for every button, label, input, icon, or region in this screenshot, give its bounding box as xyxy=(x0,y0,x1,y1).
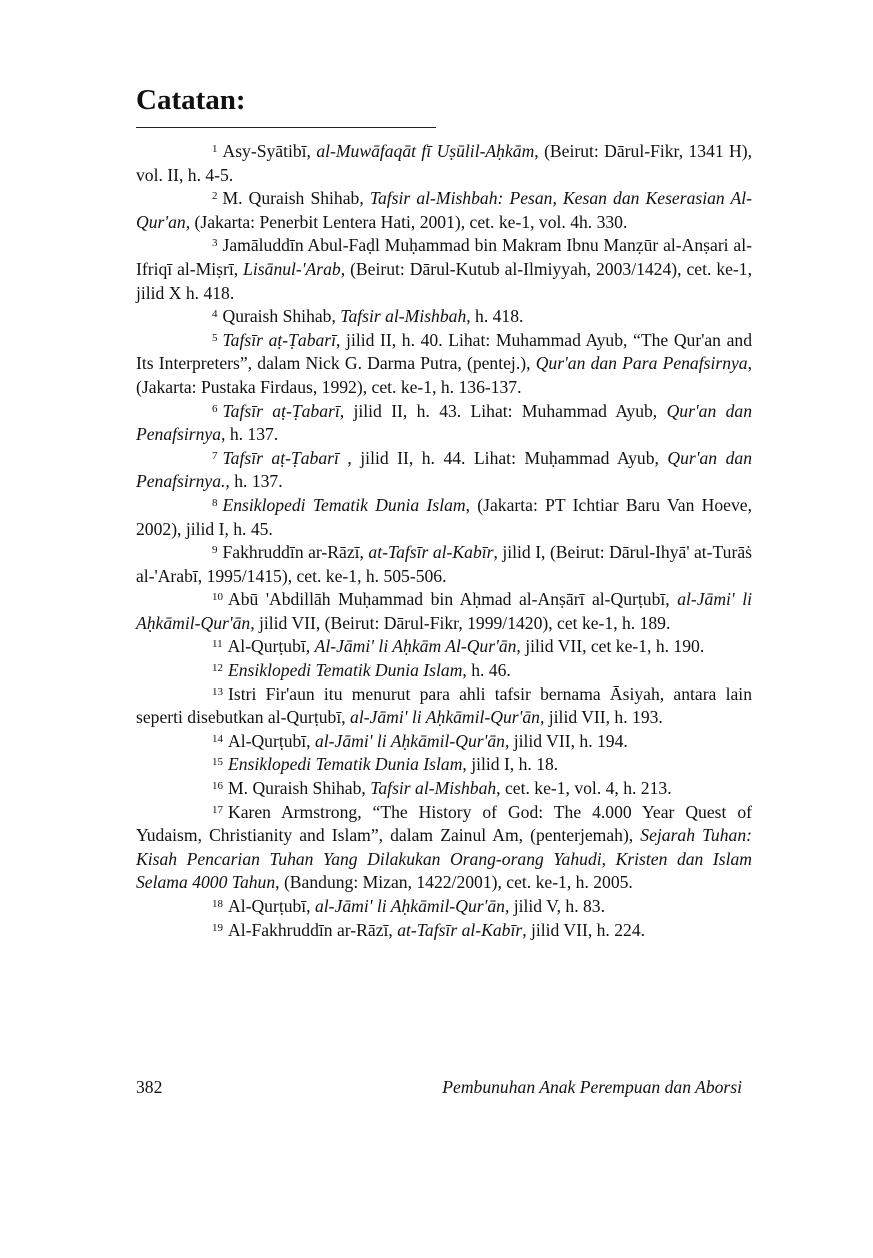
footnote-text: jilid VII, cet ke-1, h. 190. xyxy=(520,636,705,657)
footnote-text: Quraish Shihab, xyxy=(222,306,341,327)
footnote-19 xyxy=(136,919,752,943)
footnote-2 xyxy=(136,187,752,234)
footnote-title: Sejarah Tuhan: Kisah Pencarian Tuhan Yang Dilakukan Orang-orang Yahudi, Kristen dan Islam Selama 4000 Tahun, xyxy=(136,825,752,893)
footnote-number: 15 xyxy=(212,756,223,769)
footnote-10 xyxy=(136,588,752,635)
footnote-text: , jilid II, h. 44. Lihat: Muḥammad Ayub, xyxy=(338,447,668,468)
footnote-11 xyxy=(136,635,752,659)
footnote-number: 16 xyxy=(212,780,223,793)
footnote-number: 12 xyxy=(212,662,223,675)
footnote-number: 1 xyxy=(212,143,218,155)
footnote-number: 11 xyxy=(212,638,223,651)
footnote-17 xyxy=(136,801,752,895)
footnote-text: jilid VII, h. 193. xyxy=(544,707,663,728)
footnote-number: 2 xyxy=(212,190,218,203)
footnote-14 xyxy=(136,730,752,754)
footnote-text: , (Jakarta: PT Ichtiar Baru Van Hoeve, 2002), jilid I, h. 45. xyxy=(136,494,752,539)
footnote-title: Tafsir al-Mishbah, xyxy=(340,306,471,327)
footnote-title: Qur'an dan Para Penafsirnya xyxy=(535,353,748,374)
footnote-number: 13 xyxy=(212,685,223,698)
footnote-9 xyxy=(136,541,752,588)
footnote-number: 7 xyxy=(212,449,218,462)
footnote-16 xyxy=(136,777,752,801)
footnote-number: 8 xyxy=(212,496,218,509)
footnote-number: 17 xyxy=(212,803,223,816)
footnote-text: Al-Fakhruddīn ar-Rāzī, xyxy=(228,919,398,940)
footnote-13 xyxy=(136,683,752,730)
footnote-text: h. 137. xyxy=(225,424,279,445)
footnote-number: 4 xyxy=(212,308,218,321)
footnote-text: Jamāluddīn Abul-Faḍl Muḥammad bin Makram Ibnu Manẓūr al-Anṣari al-Ifriqī al-Miṣrī, xyxy=(136,235,752,279)
footnote-text: M. Quraish Shihab, xyxy=(228,778,371,799)
footnote-text: Asy-Syātibī, xyxy=(222,141,317,161)
footnote-title: Qur'an dan Penafsirnya., xyxy=(136,447,752,492)
footnote-text: , jilid II, h. 43. Lihat: Muhammad Ayub, xyxy=(339,400,667,421)
footnote-title: Tafsir al-Mishbah, xyxy=(370,778,501,799)
footnote-4 xyxy=(136,305,752,329)
footnote-text: Al-Qurṭubī, xyxy=(227,636,315,657)
footnote-text: Abū 'Abdillāh Muḥammad bin Aḥmad al-Anṣārī al-Qurṭubī, xyxy=(228,589,678,610)
footnote-text: M. Quraish Shihab, xyxy=(222,188,370,209)
footnote-number: 6 xyxy=(212,402,218,415)
footnote-8 xyxy=(136,494,752,541)
page-number: 382 xyxy=(136,1077,163,1097)
footnote-number: 14 xyxy=(212,732,223,745)
footnote-text: (Jakarta: Penerbit Lentera Hati, 2001), cet. ke-1, vol. 4h. 330. xyxy=(190,211,628,232)
footnote-title: Tafsīr aṭ-Ṭabarī xyxy=(222,329,337,350)
footnote-title: Ensiklopedi Tematik Dunia Islam xyxy=(228,660,463,681)
footnote-title: at-Tafsīr al-Kabīr xyxy=(368,542,494,563)
footnote-text: , jilid I, h. 18. xyxy=(462,754,559,775)
footnote-title: al-Jāmi' li Aḥkāmil-Qur'ān, xyxy=(136,589,752,633)
footnote-text: , (Beirut: Dārul-Kutub al-Ilmiyyah, 2003/1424), cet. ke-1, jilid X h. 418. xyxy=(136,258,752,303)
footnote-text: Al-Qurṭubī, xyxy=(228,896,315,916)
running-title: Pembunuhan Anak Perempuan dan Aborsi xyxy=(442,1077,742,1097)
footnote-title: Ensiklopedi Tematik Dunia Islam xyxy=(228,754,463,775)
footnotes-list xyxy=(136,140,752,942)
footnote-title: Ensiklopedi Tematik Dunia Islam xyxy=(222,494,466,515)
footnote-text: jilid VII, (Beirut: Dārul-Fikr, 1999/1420), cet ke-1, h. 189. xyxy=(254,612,671,633)
footnote-number: 19 xyxy=(212,921,223,934)
footnote-title: al-Jāmi' li Aḥkāmil-Qur'ān, xyxy=(314,896,510,916)
footnote-1 xyxy=(136,140,752,187)
footnote-title: Lisānul-'Arab xyxy=(243,258,341,279)
footnote-6 xyxy=(136,400,752,447)
footnote-text: Istri Fir'aun itu menurut para ahli tafsir bernama Āsiyah, antara lain seperti disebutkan al-Qurṭubī, xyxy=(136,683,752,728)
footnote-text: , jilid VII, h. 224. xyxy=(522,919,646,940)
footnote-number: 5 xyxy=(212,331,218,344)
footnote-title: at-Tafsīr al-Kabīr xyxy=(397,919,523,940)
footnote-number: 18 xyxy=(212,898,223,910)
footnote-text: , jilid II, h. 40. Lihat: Muhammad Ayub, “The Qur'an and Its Interpreters”, dalam Nick G. Darma Putra, (pentej.), xyxy=(136,329,753,374)
footnote-text: Fakhruddīn ar-Rāzī, xyxy=(222,542,369,563)
footnote-text: Karen Armstrong, “The History of God: The 4.000 Year Quest of Yudaism, Christianity and Islam”, dalam Zainul Am, (penterjemah), xyxy=(136,801,752,846)
page-heading: Catatan: xyxy=(136,84,246,116)
footnote-3 xyxy=(136,234,752,305)
footnote-title: Al-Jāmi' li Aḥkām Al-Qur'ān, xyxy=(314,636,521,657)
footnote-number: 10 xyxy=(212,591,223,604)
footnote-divider xyxy=(136,127,436,128)
footnote-title: al-Jāmi' li Aḥkāmil-Qur'ān, xyxy=(314,730,510,751)
footnote-title: Tafsir al-Mishbah: Pesan, Kesan dan Keserasian Al-Qur'an, xyxy=(136,188,752,232)
footnote-text: , (Jakarta: Pustaka Firdaus, 1992), cet. ke-1, h. 136-137. xyxy=(136,353,752,397)
footnote-text: jilid V, h. 83. xyxy=(509,896,605,916)
footnote-title: Tafsīr aṭ-Ṭabarī xyxy=(222,400,340,421)
footnote-18 xyxy=(136,895,752,919)
footnote-text: , jilid I, (Beirut: Dārul-Ihyā' at-Turāṡ al-'Arabī, 1995/1415), cet. ke-1, h. 505-506. xyxy=(136,542,752,586)
footnote-5 xyxy=(136,329,752,400)
footnote-12 xyxy=(136,659,752,683)
footnote-number: 3 xyxy=(212,237,218,250)
footnote-title: Qur'an dan Penafsirnya, xyxy=(136,400,753,445)
footnote-text: , (Beirut: Dārul-Fikr, 1341 H), vol. II, h. 4-5. xyxy=(136,141,753,185)
footnote-text: (Bandung: Mizan, 1422/2001), cet. ke-1, h. 2005. xyxy=(279,872,633,893)
footnote-text: cet. ke-1, vol. 4, h. 213. xyxy=(500,778,672,799)
footnote-title: Tafsīr aṭ-Ṭabarī xyxy=(222,447,339,468)
footnote-title: al-Jāmi' li Aḥkāmil-Qur'ān, xyxy=(350,707,545,728)
footnote-text: jilid VII, h. 194. xyxy=(509,730,628,751)
footnote-text: Al-Qurṭubī, xyxy=(228,730,315,751)
footnote-text: h. 418. xyxy=(470,306,524,327)
footnote-text: h. 137. xyxy=(229,471,283,492)
footnote-number: 9 xyxy=(212,544,218,557)
footnote-title: al-Muwāfaqāt fī Uṣūlil-Aḥkām xyxy=(316,141,535,161)
footnote-7 xyxy=(136,447,752,494)
footnote-15 xyxy=(136,753,752,777)
footnote-text: , h. 46. xyxy=(462,660,511,681)
